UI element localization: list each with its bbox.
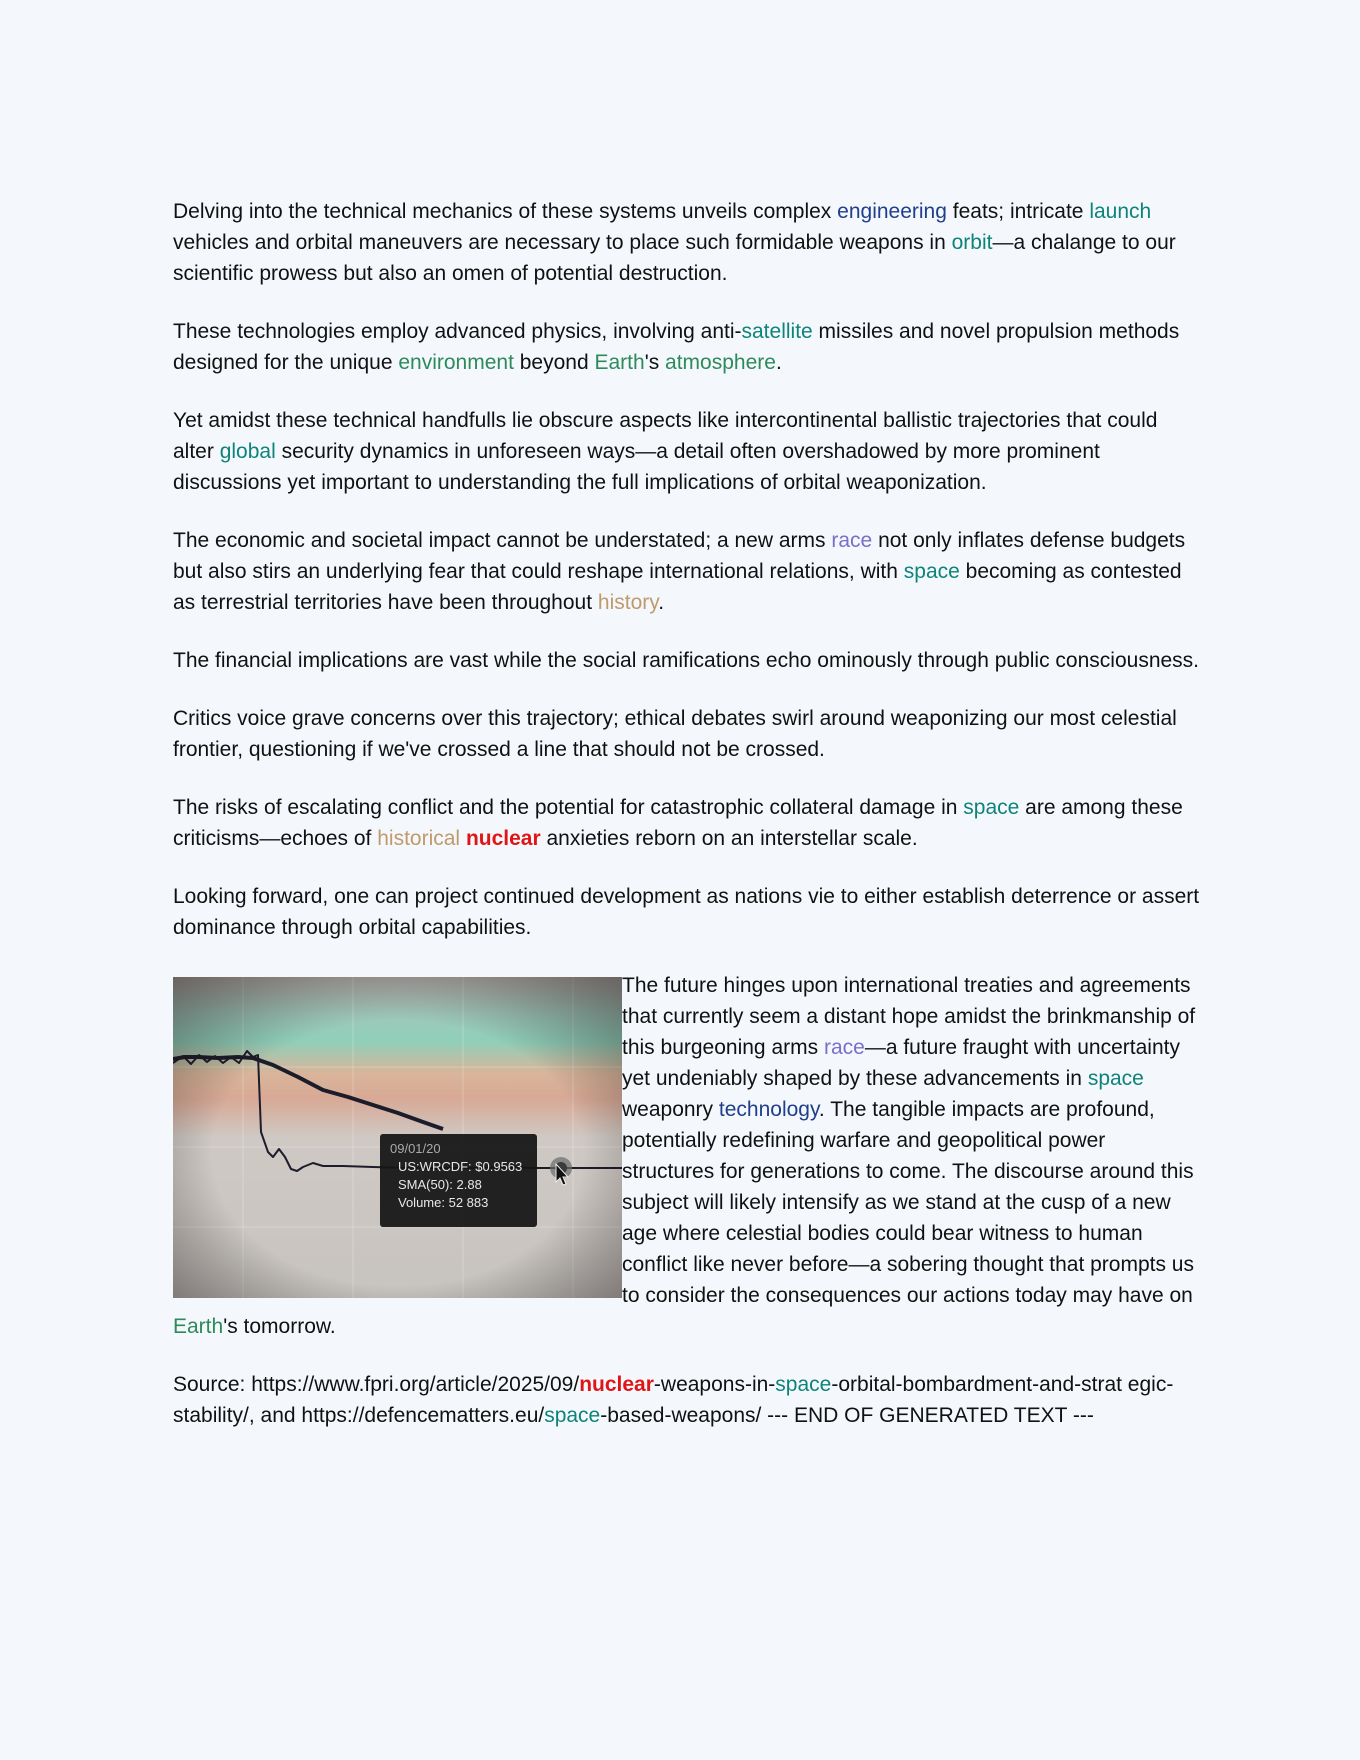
highlighted-term: launch (1089, 200, 1152, 223)
text-run: The financial implications are vast while the social ramifications echo ominously through public consciousness. (173, 649, 1200, 672)
chart-photo-graphic (173, 977, 622, 1298)
text-run: The risks of escalating conflict and the potential for catastrophic collateral damage in (173, 796, 964, 819)
text-run: beyond (513, 351, 595, 374)
highlighted-term: history (597, 591, 659, 614)
text-run: —a future fraught with uncertainty yet undeniably shaped by these advancements in (622, 1036, 1180, 1090)
text-run: vehicles and orbital maneuvers are necessary to place such formidable weapons in (173, 231, 952, 254)
text-run: weaponry (622, 1098, 719, 1121)
text-run: -based-weapons/ --- END OF GENERATED TEXT --- (600, 1404, 1094, 1427)
stock-chart-photo (173, 977, 622, 1298)
text-run: Critics voice grave concerns over this trajectory; ethical debates swirl around weaponizing our most celestial frontier, questioning if we've crossed a line that should not be crossed. (173, 707, 1177, 761)
text-run: anxieties reborn on an interstellar scale. (540, 827, 918, 850)
paragraph (173, 703, 1203, 765)
highlighted-term: satellite (741, 320, 813, 343)
text-run: —a chalange to our scientific prowess but also an omen of potential destruction. (173, 231, 1176, 285)
highlighted-term: race (823, 1036, 865, 1059)
article-body (173, 196, 1203, 943)
highlighted-term: nuclear (579, 1373, 654, 1396)
paragraph (173, 316, 1203, 378)
figure-section (173, 970, 1203, 1342)
paragraph (173, 405, 1203, 498)
highlighted-term: nuclear (465, 827, 541, 850)
text-run: The economic and societal impact cannot be understated; a new arms (173, 529, 832, 552)
paragraph (173, 525, 1203, 618)
text-run: These technologies employ advanced physics, involving anti- (173, 320, 742, 343)
text-run: feats; intricate (946, 200, 1090, 223)
article (173, 196, 1203, 1458)
highlighted-term: space (903, 560, 960, 583)
highlighted-term: atmosphere (665, 351, 776, 374)
paragraph (173, 881, 1203, 943)
highlighted-term: Earth (594, 351, 645, 374)
text-run: Source: https://www.fpri.org/article/2025/09/ (173, 1373, 580, 1396)
text-run: Yet amidst these technical handfulls lie obscure aspects like intercontinental ballistic trajectories that could alter (173, 409, 1158, 463)
text-run: 's (644, 351, 666, 374)
paragraph (173, 645, 1203, 676)
text-run: security dynamics in unforeseen ways—a detail often overshadowed by more prominent discussions yet important to understanding the full implications of orbital weaponization. (173, 440, 1100, 494)
highlighted-term: space (963, 796, 1020, 819)
source-paragraph (173, 1369, 1203, 1431)
text-run: . The tangible impacts are profound, potentially redefining warfare and geopolitical power structures for generations to come. The discourse around this subject will likely intensify as we stand at the cusp of a new age where celestial bodies could bear witness to human conflict like never before—a sobering thought that prompts us to consider the consequences our actions today may have on (622, 1098, 1194, 1307)
highlighted-term: Earth (173, 1315, 224, 1338)
highlighted-term: global (219, 440, 276, 463)
paragraph (173, 792, 1203, 854)
text-run: . (775, 351, 782, 374)
text-run: not only inflates defense budgets but also stirs an underlying fear that could reshape international relations, with (173, 529, 1186, 583)
highlighted-term: race (831, 529, 873, 552)
highlighted-term: orbit (951, 231, 993, 254)
highlighted-term: technology (718, 1098, 819, 1121)
text-run: -weapons-in- (653, 1373, 776, 1396)
text-run: Looking forward, one can project continued development as nations vie to either establish deterrence or assert dominance through orbital capabilities. (173, 885, 1200, 939)
text-run: . (658, 591, 665, 614)
text-run: missiles and novel propulsion methods designed for the unique (173, 320, 1180, 374)
paragraph (173, 196, 1203, 289)
text-run: The future hinges upon international treaties and agreements that currently seem a distant hope amidst the brinkmanship of this burgeoning arms (622, 974, 1196, 1059)
highlighted-term: environment (398, 351, 514, 374)
text-run: becoming as contested as terrestrial territories have been throughout (173, 560, 1182, 614)
text-run: Delving into the technical mechanics of these systems unveils complex (173, 200, 838, 223)
text-run: are among these criticisms—echoes of (173, 796, 1183, 850)
highlighted-term: space (544, 1404, 601, 1427)
text-run: -orbital-bombardment-and-strat egic-stability/, and https://defencematters.eu/ (173, 1373, 1174, 1427)
highlighted-term: space (775, 1373, 832, 1396)
text-run: 's tomorrow. (223, 1315, 336, 1338)
highlighted-term: space (1087, 1067, 1144, 1090)
highlighted-term: engineering (837, 200, 947, 223)
highlighted-term: historical (377, 827, 461, 850)
